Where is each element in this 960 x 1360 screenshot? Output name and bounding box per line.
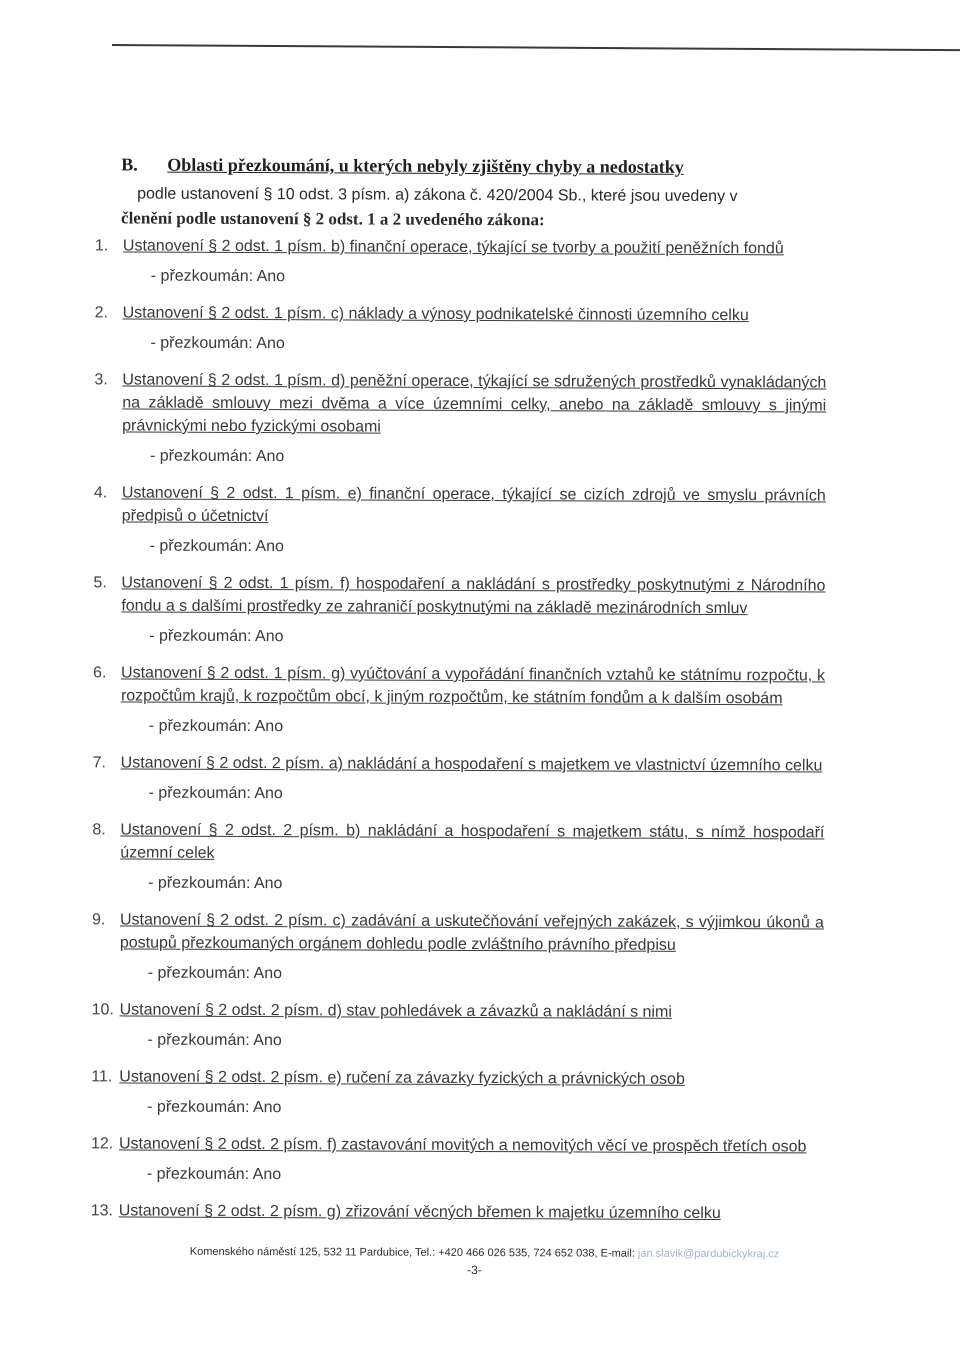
review-item: [94, 481, 826, 560]
item-review-status: - přezkoumán: Ano: [147, 1031, 282, 1050]
review-item: [92, 908, 824, 987]
item-provision-text: Ustanovení § 2 odst. 1 písm. f) hospodaření a nakládání s prostředky poskytnutými z Národního fondu a s dalšími prostředky ze zahraničí poskytnutými na základě mezinárodních smluv: [121, 574, 826, 618]
review-item: [91, 1199, 823, 1225]
review-item: [92, 751, 824, 807]
item-provision-text: Ustanovení § 2 odst. 2 písm. f) zastavování movitých a nemovitých věcí ve prospěch třetích osob: [118, 1135, 807, 1156]
review-item: [94, 368, 826, 470]
intro-paragraph: [121, 182, 841, 233]
item-number: 11.: [91, 1068, 113, 1086]
item-number: 7.: [92, 754, 107, 772]
item-provision-text: Ustanovení § 2 odst. 2 písm. d) stav pohledávek a závazků a nakládání s nimi: [119, 1001, 672, 1021]
review-item: [95, 234, 827, 290]
item-provision-text: Ustanovení § 2 odst. 1 písm. e) finanční operace, týkající se cizích zdrojů ve smyslu právních předpisů o účetnictví: [121, 484, 826, 526]
review-items-list: [91, 234, 827, 1225]
item-number: 2.: [94, 304, 109, 322]
item-number: 8.: [92, 821, 106, 839]
footer-email: jan.slavik@pardubickykraj.cz: [637, 1247, 780, 1261]
item-provision-text: Ustanovení § 2 odst. 1 písm. d) peněžní operace, týkající se sdružených prostředků vynakládaných na základě smlouvy mezi dvěma a více územními celky, anebo na základě smlouvy s jinými právnickými nebo fyzickými osobami: [122, 371, 827, 436]
footer-address: Komenského náměstí 125, 532 11 Pardubice, Tel.: +420 466 026 535, 724 652 038, E-mail:: [189, 1245, 638, 1260]
intro-line-1: podle ustanovení § 10 odst. 3 písm. a) zákona č. 420/2004 Sb., které jsou uvedeny v: [137, 185, 738, 206]
review-item: [92, 818, 824, 897]
item-provision-text: Ustanovení § 2 odst. 2 písm. c) zadávání a uskutečňování veřejných zakázek, s výjimkou úkonů a postupů přezkoumaných orgánem dohledu podle zvláštního právního předpisu: [119, 911, 825, 954]
review-item: [91, 1065, 823, 1121]
item-review-status: - přezkoumán: Ano: [148, 717, 284, 736]
review-item: [93, 571, 825, 650]
item-review-status: - přezkoumán: Ano: [150, 334, 285, 353]
review-item: [91, 1132, 823, 1188]
item-review-status: - přezkoumán: Ano: [147, 964, 283, 983]
item-review-status: - přezkoumán: Ano: [150, 267, 286, 286]
item-number: 10.: [91, 1001, 114, 1019]
item-number: 3.: [94, 371, 108, 389]
item-number: 12.: [90, 1135, 114, 1153]
item-review-status: - přezkoumán: Ano: [149, 627, 284, 646]
item-number: 9.: [91, 911, 106, 929]
footer-contact: [115, 1245, 855, 1260]
item-number: 13.: [90, 1202, 114, 1220]
review-item: [93, 661, 825, 740]
item-review-status: - přezkoumán: Ano: [148, 874, 283, 893]
item-number: 6.: [93, 664, 107, 682]
item-provision-text: Ustanovení § 2 odst. 2 písm. e) ručení za závazky fyzických a právnických osob: [119, 1068, 685, 1088]
item-review-status: - přezkoumán: Ano: [147, 1098, 282, 1117]
item-number: 4.: [93, 484, 108, 502]
item-number: 1.: [94, 237, 109, 255]
page-number: -3-: [467, 1262, 482, 1278]
item-review-status: - přezkoumán: Ano: [148, 784, 283, 803]
item-provision-text: Ustanovení § 2 odst. 2 písm. g) zřizování věcných břemen k majetku územního celku: [118, 1202, 721, 1223]
item-number: 5.: [93, 574, 107, 592]
item-review-status: - přezkoumán: Ano: [149, 537, 284, 556]
intro-line-2: členění podle ustanovení § 2 odst. 1 a 2 uvedeného zákona:: [121, 208, 545, 230]
item-provision-text: Ustanovení § 2 odst. 1 písm. b) finanční operace, týkající se tvorby a použití peněžních fondů: [122, 237, 784, 258]
item-review-status: - přezkoumán: Ano: [146, 1165, 282, 1184]
section-heading: [121, 154, 841, 178]
item-provision-text: Ustanovení § 2 odst. 1 písm. g) vyúčtování a vypořádání finančních vztahů ke státnímu rozpočtu, k rozpočtům krajů, k rozpočtům obcí, k jiným rozpočtům, ke státním fondům a k dalším osobám: [120, 664, 826, 708]
section-title: Oblasti přezkoumání, u kterých nebyly zjištěny chyby a nedostatky: [167, 154, 684, 177]
item-provision-text: Ustanovení § 2 odst. 1 písm. c) náklady a výnosy podnikatelské činnosti územního celku: [122, 304, 749, 325]
review-item: [94, 301, 826, 357]
review-item: [91, 998, 823, 1054]
item-provision-text: Ustanovení § 2 odst. 2 písm. b) nakládání a hospodaření s majetkem státu, s nímž hospodaří územní celek: [120, 821, 825, 862]
section-letter: B.: [121, 154, 138, 175]
item-provision-text: Ustanovení § 2 odst. 2 písm. a) nakládání a hospodaření s majetkem ve vlastnictví územního celku: [120, 754, 823, 775]
item-review-status: - přezkoumán: Ano: [149, 447, 285, 466]
